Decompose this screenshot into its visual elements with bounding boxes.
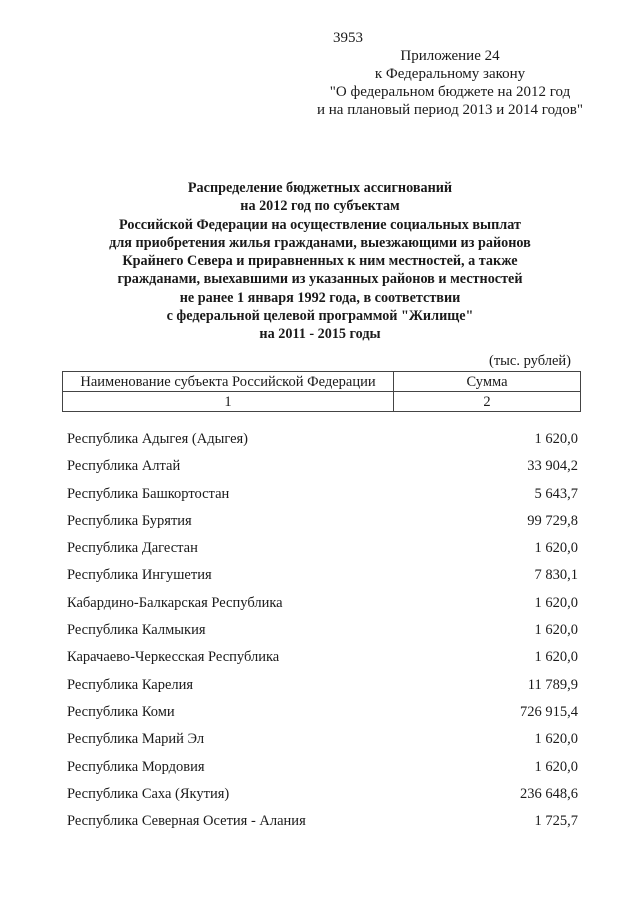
table-row [67, 812, 578, 839]
title-line: Крайнего Севера и приравненных к ним местностей, а также [122, 253, 518, 270]
amount-value: 7 830,1 [534, 567, 578, 584]
region-name: Республика Бурятия [67, 512, 192, 529]
amount-value: 33 904,2 [527, 458, 578, 475]
table-row [67, 594, 578, 621]
table-body [67, 430, 578, 839]
column-header-amount: Сумма [394, 372, 581, 392]
region-name: Республика Марий Эл [67, 731, 205, 748]
title-line: Распределение бюджетных ассигнований [187, 180, 453, 196]
region-name: Республика Северная Осетия - Алания [67, 813, 306, 830]
appendix-line: и на плановый период 2013 и 2014 годов" [317, 102, 583, 118]
amount-value: 1 620,0 [534, 758, 578, 775]
region-name: Республика Саха (Якутия) [67, 785, 230, 802]
table-row [67, 485, 578, 512]
amount-value: 99 729,8 [527, 512, 578, 529]
table-row [67, 566, 578, 593]
amount-value: 11 789,9 [527, 676, 578, 693]
amount-value: 1 620,0 [534, 731, 578, 748]
units-label: (тыс. рублей) [489, 353, 571, 369]
column-number-1: 1 [63, 392, 394, 412]
table-row [67, 648, 578, 675]
page-number: 3953 [333, 30, 363, 46]
amount-value: 1 725,7 [534, 813, 578, 830]
appendix-line: "О федеральном бюджете на 2012 год [329, 84, 571, 100]
region-name: Республика Ингушетия [67, 567, 212, 584]
amount-value: 1 620,0 [534, 649, 578, 666]
amount-value: 1 620,0 [534, 622, 578, 639]
amount-value: 5 643,7 [534, 485, 578, 502]
header-row [63, 372, 581, 392]
table-row [67, 457, 578, 484]
amount-value: 1 620,0 [534, 431, 578, 447]
amount-value: 236 648,6 [520, 785, 578, 802]
title-line: с федеральной целевой программой "Жилище" [166, 308, 474, 325]
table-row [67, 758, 578, 785]
title-line: на 2012 год по субъектам [240, 198, 400, 215]
region-name: Республика Карелия [67, 676, 194, 693]
table-row [67, 512, 578, 539]
amount-value: 1 620,0 [534, 540, 578, 557]
amount-value: 1 620,0 [534, 594, 578, 611]
region-name: Республика Мордовия [67, 758, 205, 775]
table-header [62, 371, 581, 412]
column-header-name: Наименование субъекта Российской Федерации [63, 372, 394, 392]
title-line: гражданами, выехавшими из указанных районов и местностей [117, 271, 523, 288]
region-name: Республика Коми [67, 703, 175, 720]
region-name: Кабардино-Балкарская Республика [67, 594, 283, 611]
table-row [67, 785, 578, 812]
column-number-row [63, 392, 581, 412]
table-row [67, 539, 578, 566]
appendix-line: Приложение 24 [400, 48, 500, 64]
title-line: не ранее 1 января 1992 года, в соответствии [179, 289, 461, 306]
title-line: Российской Федерации на осуществление социальных выплат [119, 216, 521, 233]
region-name: Карачаево-Черкесская Республика [67, 649, 280, 666]
table-row [67, 676, 578, 703]
region-name: Республика Башкортостан [67, 485, 230, 502]
region-name: Республика Дагестан [67, 540, 198, 557]
region-name: Республика Калмыкия [67, 622, 206, 639]
region-name: Республика Адыгея (Адыгея) [67, 431, 249, 447]
region-name: Республика Алтай [67, 458, 181, 475]
table-row [67, 703, 578, 730]
table-row [67, 430, 578, 457]
appendix-line: к Федеральному закону [374, 66, 526, 82]
table-row [67, 730, 578, 757]
title-line: для приобретения жилья гражданами, выезжающими из районов [109, 234, 531, 251]
appendix-reference [300, 47, 600, 119]
amount-value: 726 915,4 [520, 703, 578, 720]
column-number-2: 2 [394, 392, 581, 412]
table-row [67, 621, 578, 648]
document-title [80, 179, 560, 344]
title-line: на 2011 - 2015 годы [259, 326, 381, 343]
